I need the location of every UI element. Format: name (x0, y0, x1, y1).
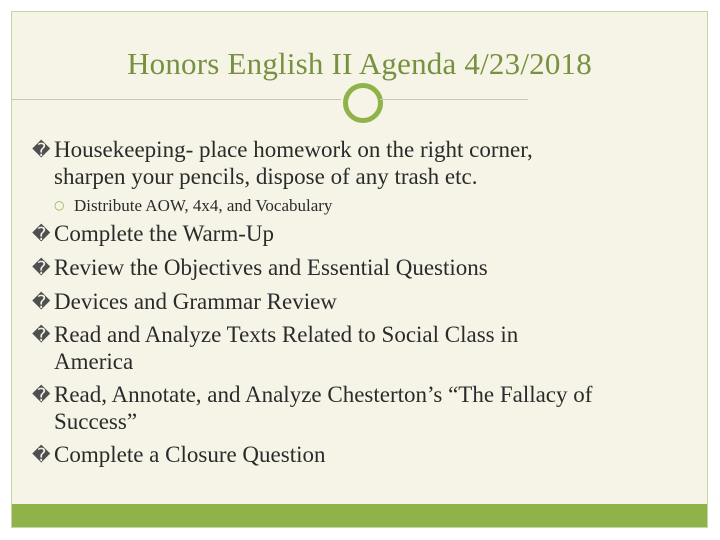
bullet-icon: � (32, 292, 51, 313)
list-item (32, 221, 692, 248)
list-item-text: Review the Objectives and Essential Questions (54, 255, 488, 280)
sub-list-item-text: Distribute AOW, 4x4, and Vocabulary (74, 196, 333, 215)
list-item (32, 322, 692, 375)
bullet-icon: � (32, 445, 51, 466)
list-item (32, 289, 692, 316)
title-band (12, 12, 707, 100)
slide-title: Honors English II Agenda 4/23/2018 (127, 46, 592, 81)
bullet-icon: � (32, 140, 51, 161)
title-divider-left (12, 99, 341, 100)
list-item (32, 382, 692, 435)
list-item-text-continued: America (54, 349, 134, 374)
slide (11, 11, 708, 528)
list-item (32, 442, 692, 469)
bullet-icon: � (32, 224, 51, 245)
list-item-text: Complete the Warm-Up (54, 221, 275, 246)
list-item-text: Housekeeping- place homework on the right corner, (54, 137, 533, 162)
bullet-icon: � (32, 325, 51, 346)
ring-ornament-icon (343, 83, 383, 123)
list-item-text: Complete a Closure Question (54, 442, 326, 467)
hollow-circle-bullet-icon: ○ (54, 198, 65, 212)
sub-list-item (54, 194, 654, 217)
list-item-text: Read, Annotate, and Analyze Chesterton’s “The Fallacy of (54, 382, 593, 407)
bullet-icon: � (32, 258, 51, 279)
footer-bar (12, 504, 707, 527)
list-item-text: Devices and Grammar Review (54, 289, 337, 314)
bullet-icon: � (32, 385, 51, 406)
list-item (32, 255, 692, 282)
list-item-text: Read and Analyze Texts Related to Social Class in (54, 322, 519, 347)
list-item-text-continued: sharpen your pencils, dispose of any trash etc. (54, 164, 478, 189)
title-divider-right (380, 99, 528, 100)
list-item (32, 137, 692, 190)
list-item-text-continued: Success” (54, 409, 138, 434)
